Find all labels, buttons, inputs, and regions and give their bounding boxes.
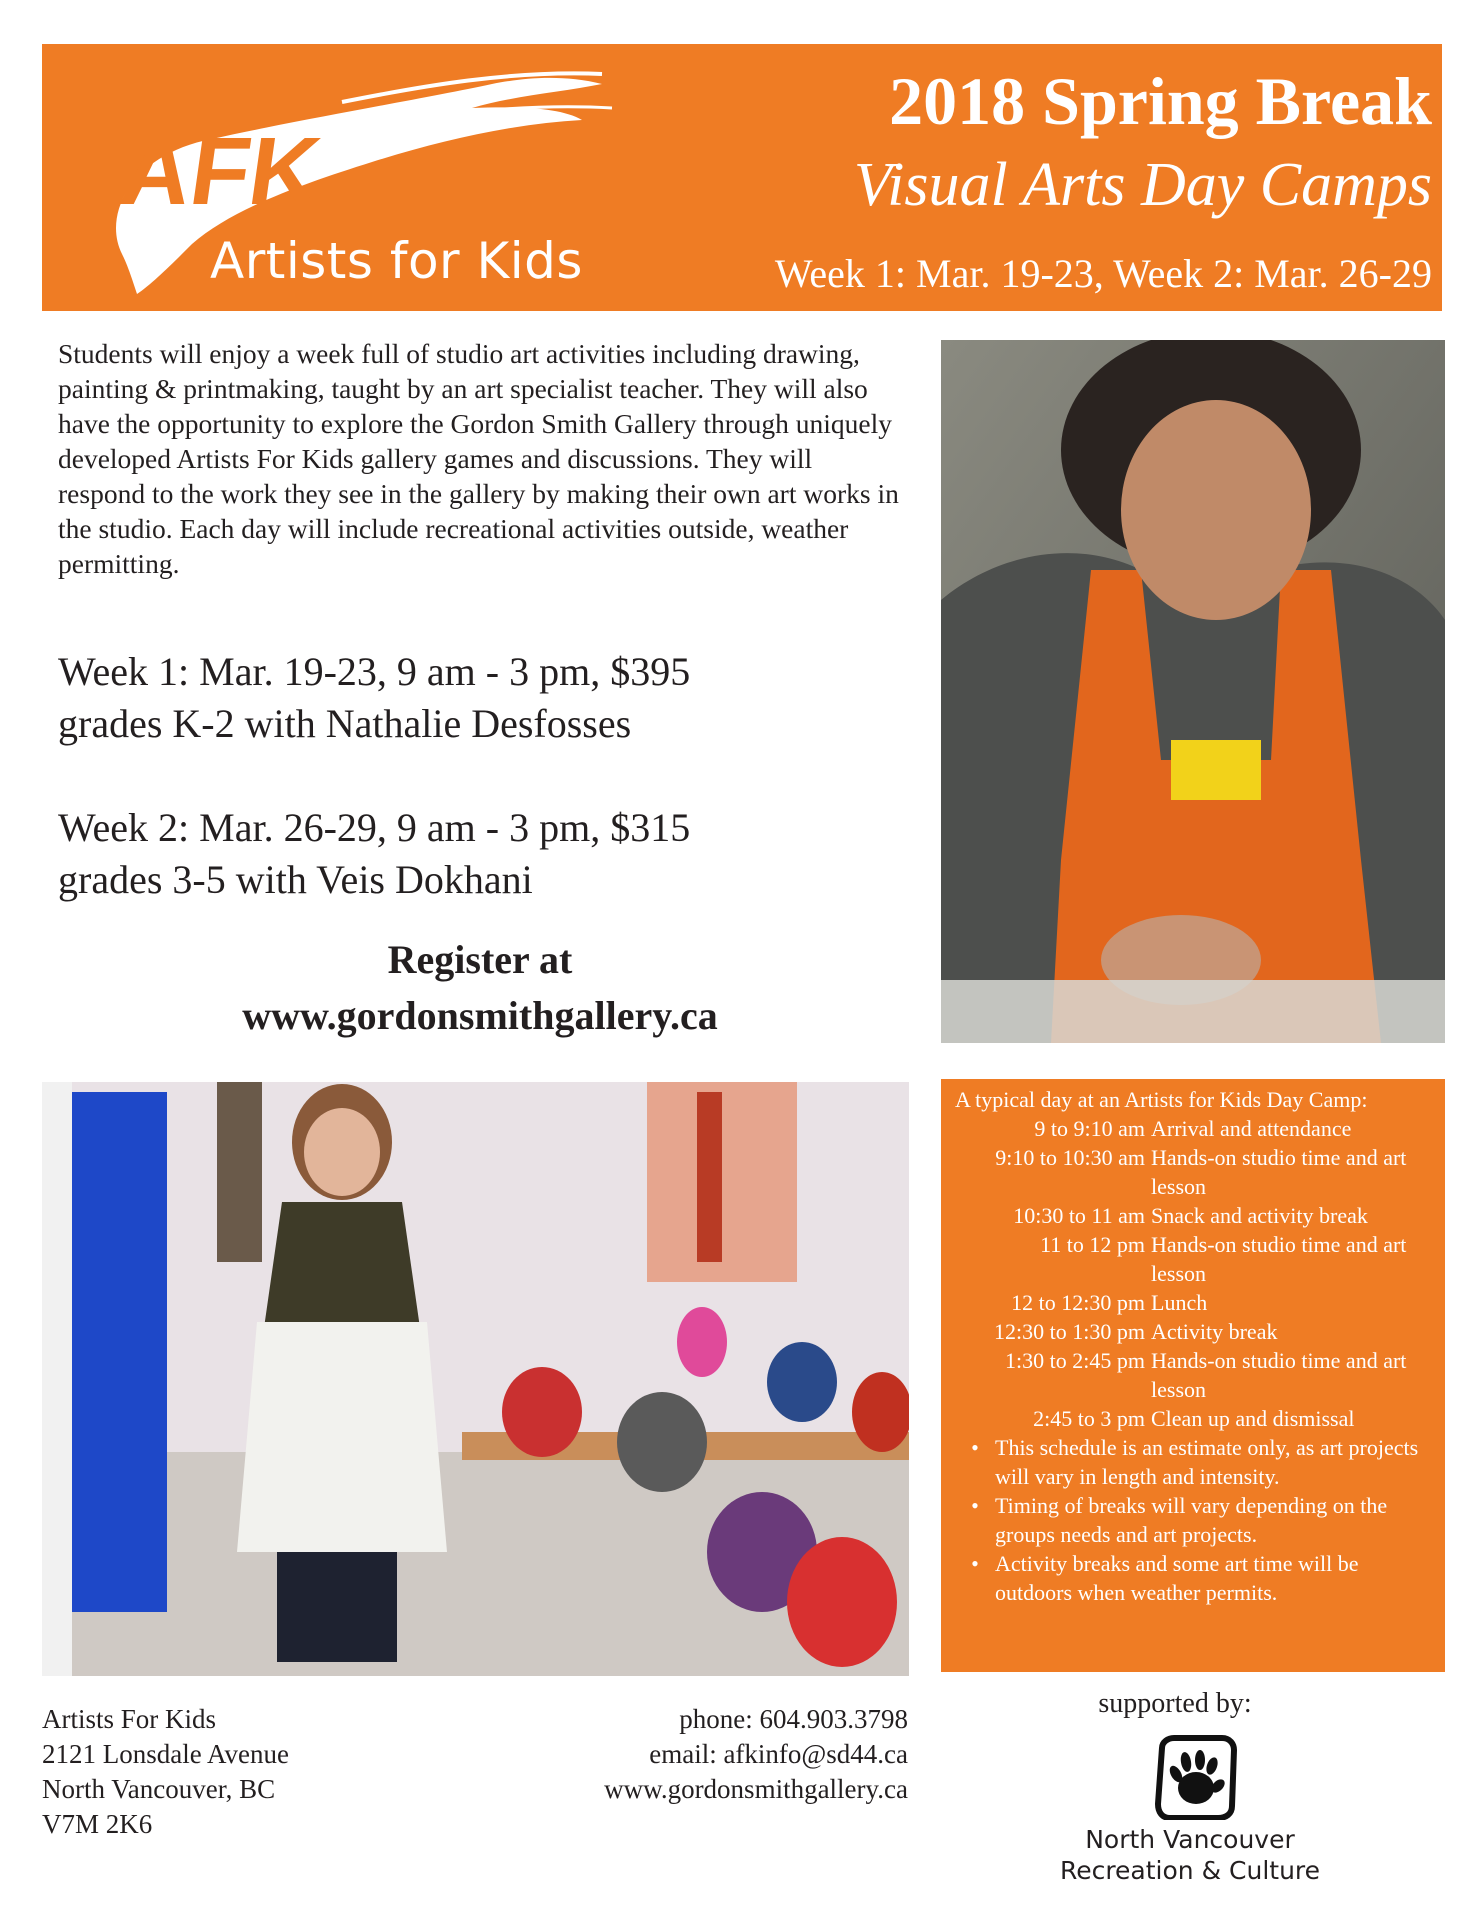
schedule-note bbox=[955, 1491, 1431, 1549]
schedule-note-text: Timing of breaks will vary depending on the groups needs and art projects. bbox=[995, 1493, 1388, 1547]
schedule-time: 2:45 to 3 pm bbox=[1033, 1406, 1145, 1431]
schedule-activity: Hands-on studio time and art lesson bbox=[1151, 1232, 1407, 1286]
schedule-note-text: This schedule is an estimate only, as art projects will vary in length and intensity. bbox=[995, 1435, 1419, 1489]
schedule-time: 9:10 to 10:30 am bbox=[995, 1145, 1145, 1170]
schedule-row bbox=[955, 1201, 1431, 1230]
schedule-activity: Activity break bbox=[1151, 1319, 1278, 1344]
week-1-info bbox=[58, 646, 878, 750]
week-2-grades: grades 3-5 with Veis Dokhani bbox=[58, 857, 533, 902]
logo-tagline: Artists for Kids bbox=[210, 232, 583, 290]
schedule-time: 12:30 to 1:30 pm bbox=[994, 1319, 1145, 1344]
schedule-box bbox=[941, 1079, 1445, 1672]
schedule-activity: Arrival and attendance bbox=[1151, 1116, 1352, 1141]
schedule-row bbox=[955, 1114, 1431, 1143]
week-2-info bbox=[58, 802, 878, 906]
title-subtitle: Visual Arts Day Camps bbox=[853, 151, 1432, 219]
handprint-icon bbox=[1152, 1734, 1238, 1820]
title-year: 2018 Spring Break bbox=[889, 63, 1432, 139]
contact-website-link[interactable]: www.gordonsmithgallery.ca bbox=[604, 1774, 908, 1804]
schedule-time: 11 to 12 pm bbox=[1040, 1232, 1145, 1257]
logo-afk-text: AFK bbox=[114, 118, 327, 225]
contact-phone: phone: 604.903.3798 bbox=[679, 1704, 908, 1734]
schedule-notes bbox=[955, 1433, 1431, 1607]
schedule-row bbox=[955, 1288, 1431, 1317]
intro-paragraph: Students will enjoy a week full of studio art activities including drawing, painting & printmaking, taught by an art specialist teacher. They will also have the opportunity to explore the Gordon Smith Gallery through uniquely developed Artists For Kids gallery games and discussions. They will respond to the work they see in the gallery by making their own art works in the studio. Each day will include recreational activities outside, weather permitting. bbox=[58, 338, 899, 579]
week-2-dates: Week 2: Mar. 26-29, 9 am - 3 pm, $315 bbox=[58, 805, 691, 850]
week-1-dates: Week 1: Mar. 19-23, 9 am - 3 pm, $395 bbox=[58, 649, 691, 694]
schedule-row bbox=[955, 1317, 1431, 1346]
register-label: Register at bbox=[387, 937, 573, 982]
register-block bbox=[140, 932, 820, 1044]
supported-by-label: supported by: bbox=[1098, 1688, 1252, 1719]
photo-girl-illustration bbox=[941, 340, 1445, 1043]
schedule-time: 10:30 to 11 am bbox=[1013, 1203, 1145, 1228]
schedule-note bbox=[955, 1433, 1431, 1491]
photo-class-gallery bbox=[42, 1082, 909, 1676]
bullet-icon: • bbox=[971, 1551, 979, 1576]
schedule-note bbox=[955, 1549, 1431, 1607]
address-line: 2121 Lonsdale Avenue bbox=[42, 1739, 289, 1769]
register-url-link[interactable]: www.gordonsmithgallery.ca bbox=[242, 993, 718, 1038]
address-line: V7M 2K6 bbox=[42, 1809, 153, 1839]
title-weeks: Week 1: Mar. 19-23, Week 2: Mar. 26-29 bbox=[774, 251, 1432, 296]
schedule-time: 9 to 9:10 am bbox=[1034, 1116, 1145, 1141]
bullet-icon: • bbox=[971, 1435, 979, 1460]
schedule-activity: Snack and activity break bbox=[1151, 1203, 1368, 1228]
contact-email-link[interactable]: email: afkinfo@sd44.ca bbox=[649, 1739, 908, 1769]
bullet-icon: • bbox=[971, 1493, 979, 1518]
sponsor-name bbox=[1000, 1824, 1380, 1886]
week-1-grades: grades K-2 with Nathalie Desfosses bbox=[58, 701, 632, 746]
address-line: Artists For Kids bbox=[42, 1704, 217, 1734]
schedule-time: 1:30 to 2:45 pm bbox=[1005, 1348, 1145, 1373]
address-line: North Vancouver, BC bbox=[42, 1774, 276, 1804]
schedule-note-text: Activity breaks and some art time will be outdoors when weather permits. bbox=[995, 1551, 1359, 1605]
photo-girl-drawing bbox=[941, 340, 1445, 1043]
schedule-activity: Hands-on studio time and art lesson bbox=[1151, 1348, 1407, 1402]
schedule-row bbox=[955, 1346, 1431, 1404]
schedule-row bbox=[955, 1404, 1431, 1433]
schedule-row bbox=[955, 1143, 1431, 1201]
sponsor-line-1: North Vancouver bbox=[1085, 1825, 1295, 1854]
schedule-time: 12 to 12:30 pm bbox=[1011, 1290, 1145, 1315]
schedule-activity: Lunch bbox=[1151, 1290, 1208, 1315]
schedule-activity: Hands-on studio time and art lesson bbox=[1151, 1145, 1407, 1199]
schedule-intro: A typical day at an Artists for Kids Day Camp: bbox=[955, 1087, 1368, 1112]
contact-block bbox=[500, 1702, 908, 1807]
schedule-row bbox=[955, 1230, 1431, 1288]
schedule-activity: Clean up and dismissal bbox=[1151, 1406, 1355, 1431]
photo-class-illustration bbox=[42, 1082, 909, 1676]
sponsor-line-2: Recreation & Culture bbox=[1059, 1856, 1321, 1885]
address-block bbox=[42, 1702, 289, 1842]
